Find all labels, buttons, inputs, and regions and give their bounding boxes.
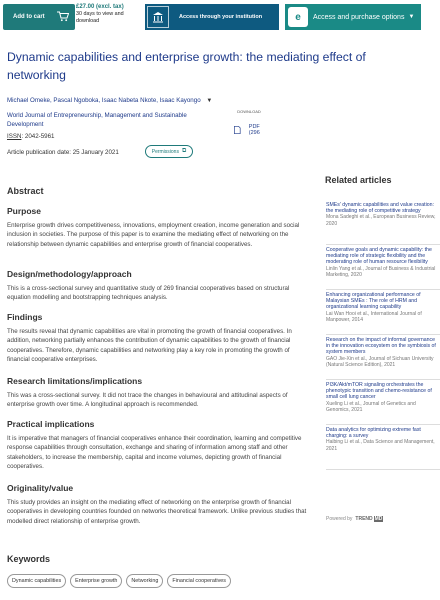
pdf-download-link[interactable] xyxy=(234,125,264,135)
download-box xyxy=(234,109,264,136)
related-article-title[interactable]: Data analytics for optimizing extreme fast charging: a survey xyxy=(326,427,421,440)
findings-heading: Findings xyxy=(7,312,43,322)
keywords-list xyxy=(7,574,231,588)
related-article[interactable] xyxy=(326,380,440,425)
add-to-cart-button[interactable] xyxy=(3,4,75,30)
keyword-chip[interactable]: Networking xyxy=(126,574,163,588)
trendmd-logo-md: MD xyxy=(374,516,383,522)
access-purchase-options-button[interactable] xyxy=(285,4,421,30)
related-article-source: Haibing Li et al., Data Science and Management, 2021 xyxy=(326,439,435,452)
institution-access-label: Access through your institution xyxy=(179,14,263,20)
related-article-title[interactable]: SMEs' dynamic capabilities and value creation: the mediating role of competitive strategy xyxy=(326,202,434,215)
related-article[interactable] xyxy=(326,200,440,245)
download-label: DOWNLOAD xyxy=(237,109,261,114)
chevron-down-icon: ▼ xyxy=(408,14,415,20)
institution-access-button[interactable] xyxy=(145,4,279,30)
limitations-text: This was a cross-sectional survey. It did not trace the changes in behavioural and attitudinal aspects of enterprise growth over time. A longitudinal approach is recommended. xyxy=(7,392,288,409)
emerald-logo-icon: e xyxy=(288,7,308,27)
keyword-chip[interactable]: Dynamic capabilities xyxy=(7,574,66,588)
permissions-button[interactable] xyxy=(145,145,193,158)
related-articles-heading: Related articles xyxy=(325,175,392,185)
related-article[interactable] xyxy=(326,290,440,335)
authors-list: Michael Omeke, Pascal Ngoboka, Isaac Nabeta Nkote, Isaac Kayongo xyxy=(7,97,201,104)
abstract-heading: Abstract xyxy=(7,186,44,196)
institution-icon xyxy=(147,6,169,28)
caret-down-icon: ▼ xyxy=(206,98,213,104)
related-article-source: Mona Sadeghi et al., European Business Review, 2020 xyxy=(326,214,436,227)
related-article[interactable] xyxy=(326,425,440,470)
pdf-size: PDF (296 xyxy=(248,124,260,136)
purchase-bar xyxy=(0,0,440,33)
pdf-icon xyxy=(234,125,241,135)
practical-heading: Practical implications xyxy=(7,419,95,429)
external-link-icon: ⧉ xyxy=(181,148,187,154)
issn-value: : 2042-5961 xyxy=(21,133,55,140)
practical-text: It is imperative that managers of financial cooperatives enhance their coordination, learning and competitive response capabilities through consultation, exchange and sharing of information among staff and other stakeholders, to increase the membership, capital and income volumes, depicting growth of financial cooperatives. xyxy=(7,435,302,471)
keywords-heading: Keywords xyxy=(7,554,51,564)
related-article-title[interactable]: PI3K/Akt/mTOR signaling orchestrates the phenotypic transition and chemo-resistance of small cell lung cancer xyxy=(326,382,432,401)
cart-icon xyxy=(57,11,69,22)
related-article-title[interactable]: Research on the impact of informal governance in the innovation ecosystem on the symbiosis of system members xyxy=(326,337,436,356)
originality-heading: Originality/value xyxy=(7,483,74,493)
related-article-source: Xueling Li et al., Journal of Genetics and Genomics, 2021 xyxy=(326,400,416,413)
purpose-heading: Purpose xyxy=(7,206,42,216)
limitations-heading: Research limitations/implications xyxy=(7,376,143,386)
authors-dropdown[interactable] xyxy=(7,97,212,104)
publication-date: Article publication date: 25 January 2021 xyxy=(7,149,119,156)
trendmd-attribution[interactable] xyxy=(326,516,383,522)
trendmd-logo: TREND xyxy=(355,516,373,522)
keyword-chip[interactable]: Enterprise growth xyxy=(70,574,122,588)
related-article-source: Linlin Yang et al., Journal of Business & Industrial Marketing, 2020 xyxy=(326,265,436,278)
access-purchase-label: Access and purchase options xyxy=(313,13,405,21)
price-note: 30 days to view and download xyxy=(76,11,124,24)
related-article[interactable] xyxy=(326,245,440,290)
permissions-label: Permissions xyxy=(151,148,179,155)
design-text: This is a cross-sectional survey and quantitative study of 269 financial cooperatives based on structural equation modelling and bootstrapping techniques analysis. xyxy=(7,285,290,302)
purpose-text: Enterprise growth drives competitiveness, innovations, employment creation, income generation and social inclusion in societies. The purpose of this paper is to examine the mediating effect of networking on the relationship between dynamic capabilities and enterprise growth of financial cooperatives. xyxy=(7,222,300,248)
issn xyxy=(7,133,54,140)
journal-link[interactable]: World Journal of Entrepreneurship, Management and Sustainable Development xyxy=(7,112,187,128)
related-article-title[interactable]: Enhancing organizational performance of Malaysian SMEs : The role of HRM and organizational learning capability xyxy=(326,292,421,311)
related-articles-list xyxy=(326,200,440,470)
related-article-source: Lai Wan Hooi et al., International Journal of Manpower, 2014 xyxy=(326,310,422,323)
related-article-source: GAO Jie-Xin et al., Journal of Sichuan University (Natural Science Edition), 2021 xyxy=(326,355,434,368)
powered-by-label: Powered by xyxy=(326,516,353,522)
price: £27.00 (excl. tax) xyxy=(76,4,124,10)
related-article[interactable] xyxy=(326,335,440,380)
issn-label: ISSN xyxy=(7,133,22,140)
keyword-chip[interactable]: Financial cooperatives xyxy=(167,574,231,588)
article-title: Dynamic capabilities and enterprise growth: the mediating effect of networking xyxy=(7,50,366,82)
originality-text: This study provides an insight on the mediating effect of networking on the enterprise growth of financial cooperatives in developing countries founded on networks theoretical framework. Unlike previous studies that modelled direct relationship of enterprise growth. xyxy=(7,499,307,525)
design-heading: Design/methodology/approach xyxy=(7,269,132,279)
add-to-cart-label: Add to cart xyxy=(13,14,45,20)
findings-text: The results reveal that dynamic capabilities are vital in promoting the growth of financial cooperatives. In addition, networking partially enhances the contribution of dynamic capabilities to the growth of financial cooperatives. Therefore, dynamic capabilities and networking play a key role in promoting the growth of financial cooperative enterprises. xyxy=(7,328,292,364)
related-article-title[interactable]: Cooperative goals and dynamic capability: the mediating role of strategic flexibility and the moderating role of human resource flexibility xyxy=(326,247,432,266)
price-info xyxy=(76,4,136,25)
